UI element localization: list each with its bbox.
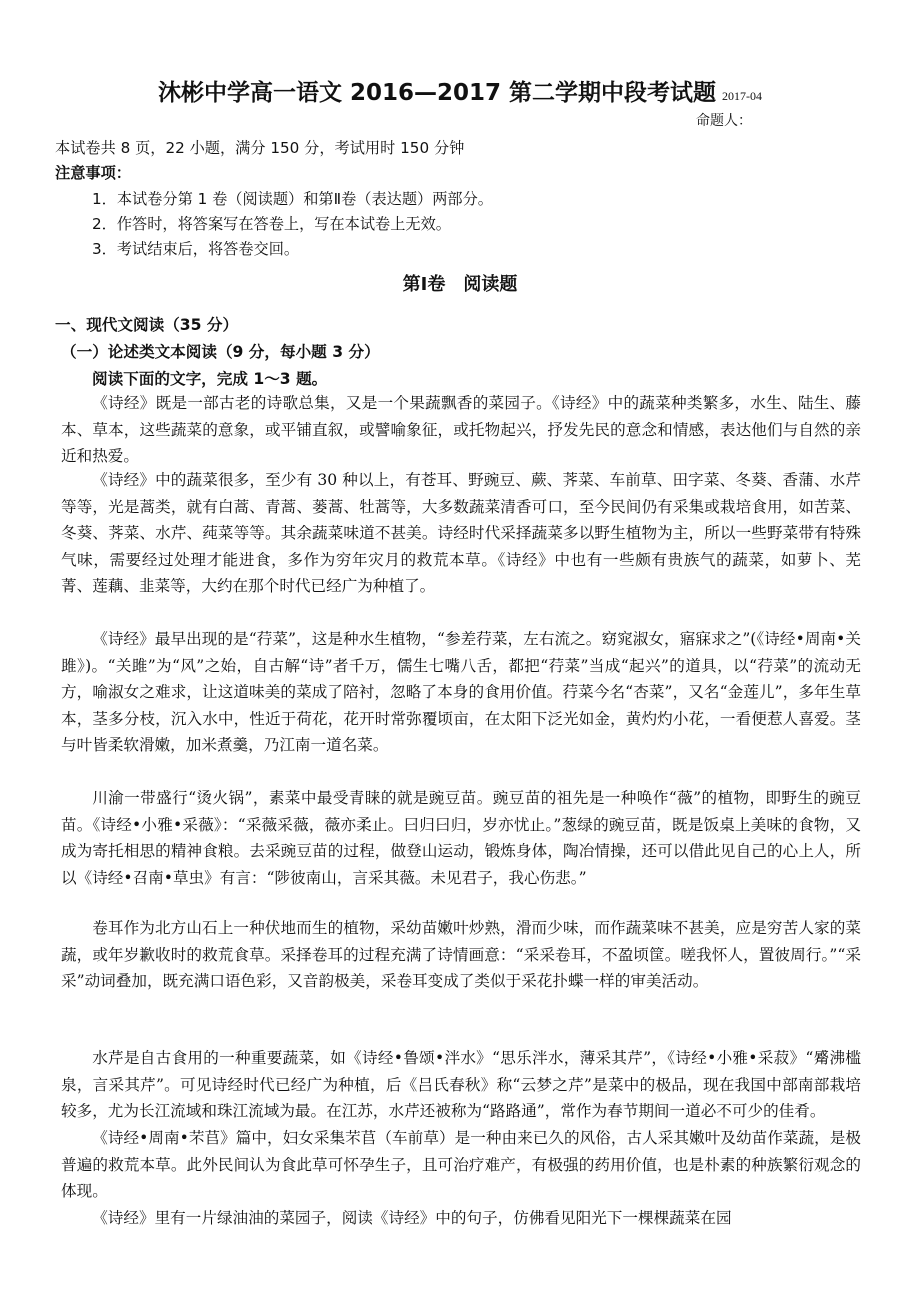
note-item: 2．作答时，将答案写在答卷上，写在本试卷上无效。 <box>92 215 451 233</box>
note-item: 1．本试卷分第 1 卷（阅读题）和第Ⅱ卷（表达题）两部分。 <box>92 190 493 208</box>
passage-paragraph: 《诗经•周南•芣苢》篇中，妇女采集芣苢（车前草）是一种由来已久的风俗，古人采其嫩叶及幼苗作菜蔬，是极普遍的救荒本草。此外民间认为食此草可怀孕生子，且可治疗难产，有极强的药用价值，也是朴素的种族繁衍观念的体现。 <box>61 1129 861 1201</box>
exam-summary: 本试卷共 8 页，22 小题，满分 150 分，考试用时 150 分钟 <box>55 139 465 157</box>
exam-title: 沐彬中学高一语文 2016—2017 第二学期中段考试题 <box>157 80 717 106</box>
passage-paragraph: 《诗经》中的蔬菜很多，至少有 30 种以上，有苍耳、野豌豆、蕨、荠菜、车前草、田字菜、冬葵、香蒲、水芹等等，光是蒿类，就有白蒿、青蒿、蒌蒿、牡蒿等，大多数蔬菜清香可口，至今民间仍有采集或栽培食用，如苦菜、冬葵、荠菜、水芹、莼菜等等。其余蔬菜味道不甚美。诗经时代采择蔬菜多以野生植物为主，所以一些野菜带有特殊气味，需要经过处理才能进食，多作为穷年灾月的救荒本草。《诗经》中也有一些颇有贵族气的蔬菜，如萝卜、芜菁、莲藕、韭菜等，大约在那个时代已经广为种植了。 <box>61 471 861 596</box>
volume-title: 第Ⅰ卷 阅读题 <box>402 274 518 295</box>
exam-header <box>0 74 920 107</box>
section-heading: 一、现代文阅读（35 分） <box>55 316 239 334</box>
section-subheading: （一）论述类文本阅读（9 分，每小题 3 分） <box>61 343 380 361</box>
passage-paragraph: 卷耳作为北方山石上一种伏地而生的植物，采幼苗嫩叶炒熟，滑而少味，而作蔬菜味不甚美，应是穷苦人家的菜蔬，或年岁歉收时的救荒食草。采择卷耳的过程充满了诗情画意：“采采卷耳，不盈顷筐。嗟我怀人，置彼周行。”“采采”动词叠加，既充满口语色彩，又音韵极美，采卷耳变成了类似于采花扑蝶一样的审美活动。 <box>61 919 861 991</box>
passage-paragraph: 水芹是自古食用的一种重要蔬菜，如《诗经•鲁颂•泮水》“思乐泮水，薄采其芹”，《诗经•小雅•采菽》“觱沸槛泉，言采其芹”。可见诗经时代已经广为种植，后《吕氏春秋》称“云梦之芹”是菜中的极品，现在我国中部南部栽培较多，尤为长江流域和珠江流域为最。在江苏，水芹还被称为“路路通”，常作为春节期间一道必不可少的佳肴。 <box>61 1049 861 1121</box>
passage-paragraph: 《诗经》既是一部古老的诗歌总集，又是一个果蔬飘香的菜园子。《诗经》中的蔬菜种类繁多，水生、陆生、藤本、草本，这些蔬菜的意象，或平铺直叙，或譬喻象征，或托物起兴，抒发先民的意念和情感，表达他们与自然的亲近和热爱。 <box>61 394 861 466</box>
reading-instruction: 阅读下面的文字，完成 1～3 题。 <box>92 370 328 388</box>
passage-paragraph: 《诗经》最早出现的是“荇菜”，这是种水生植物，“参差荇菜，左右流之。窈窕淑女，寤寐求之”(《诗经•周南•关雎》)。“关雎”为“风”之始，自古解“诗”者千万，儒生七嘴八舌，都把“荇菜”当成“起兴”的道具，以“荇菜”的流动无方，喻淑女之难求，让这道味美的菜成了陪衬，忽略了本身的食用价值。荇菜今名“杏菜”，又名“金莲儿”，多年生草本，茎多分枝，沉入水中，性近于荷花，花开时常弥覆顷亩，在太阳下泛光如金，黄灼灼小花，一看便惹人喜爱。茎与叶皆柔软滑嫩，加米煮羹，乃江南一道名菜。 <box>61 630 861 755</box>
notes-title: 注意事项： <box>55 164 131 182</box>
author-label: 命题人： <box>696 113 752 129</box>
note-item: 3．考试结束后，将答卷交回。 <box>92 240 300 258</box>
passage-paragraph: 《诗经》里有一片绿油油的菜园子，阅读《诗经》中的句子，仿佛看见阳光下一棵棵蔬菜在园 <box>92 1209 732 1227</box>
passage-paragraph: 川渝一带盛行“烫火锅”，素菜中最受青睐的就是豌豆苗。豌豆苗的祖先是一种唤作“薇”的植物，即野生的豌豆苗。《诗经•小雅•采薇》：“采薇采薇，薇亦柔止。曰归曰归，岁亦忧止。”葱绿的豌豆苗，既是饭桌上美味的食物，又成为寄托相思的精神食粮。去采豌豆苗的过程，做登山运动，锻炼身体，陶冶情操，还可以借此见自己的心上人，所以《诗经•召南•草虫》有言：“陟彼南山，言采其薇。未见君子，我心伤悲。” <box>61 789 861 887</box>
exam-date: 2017-04 <box>722 89 763 103</box>
